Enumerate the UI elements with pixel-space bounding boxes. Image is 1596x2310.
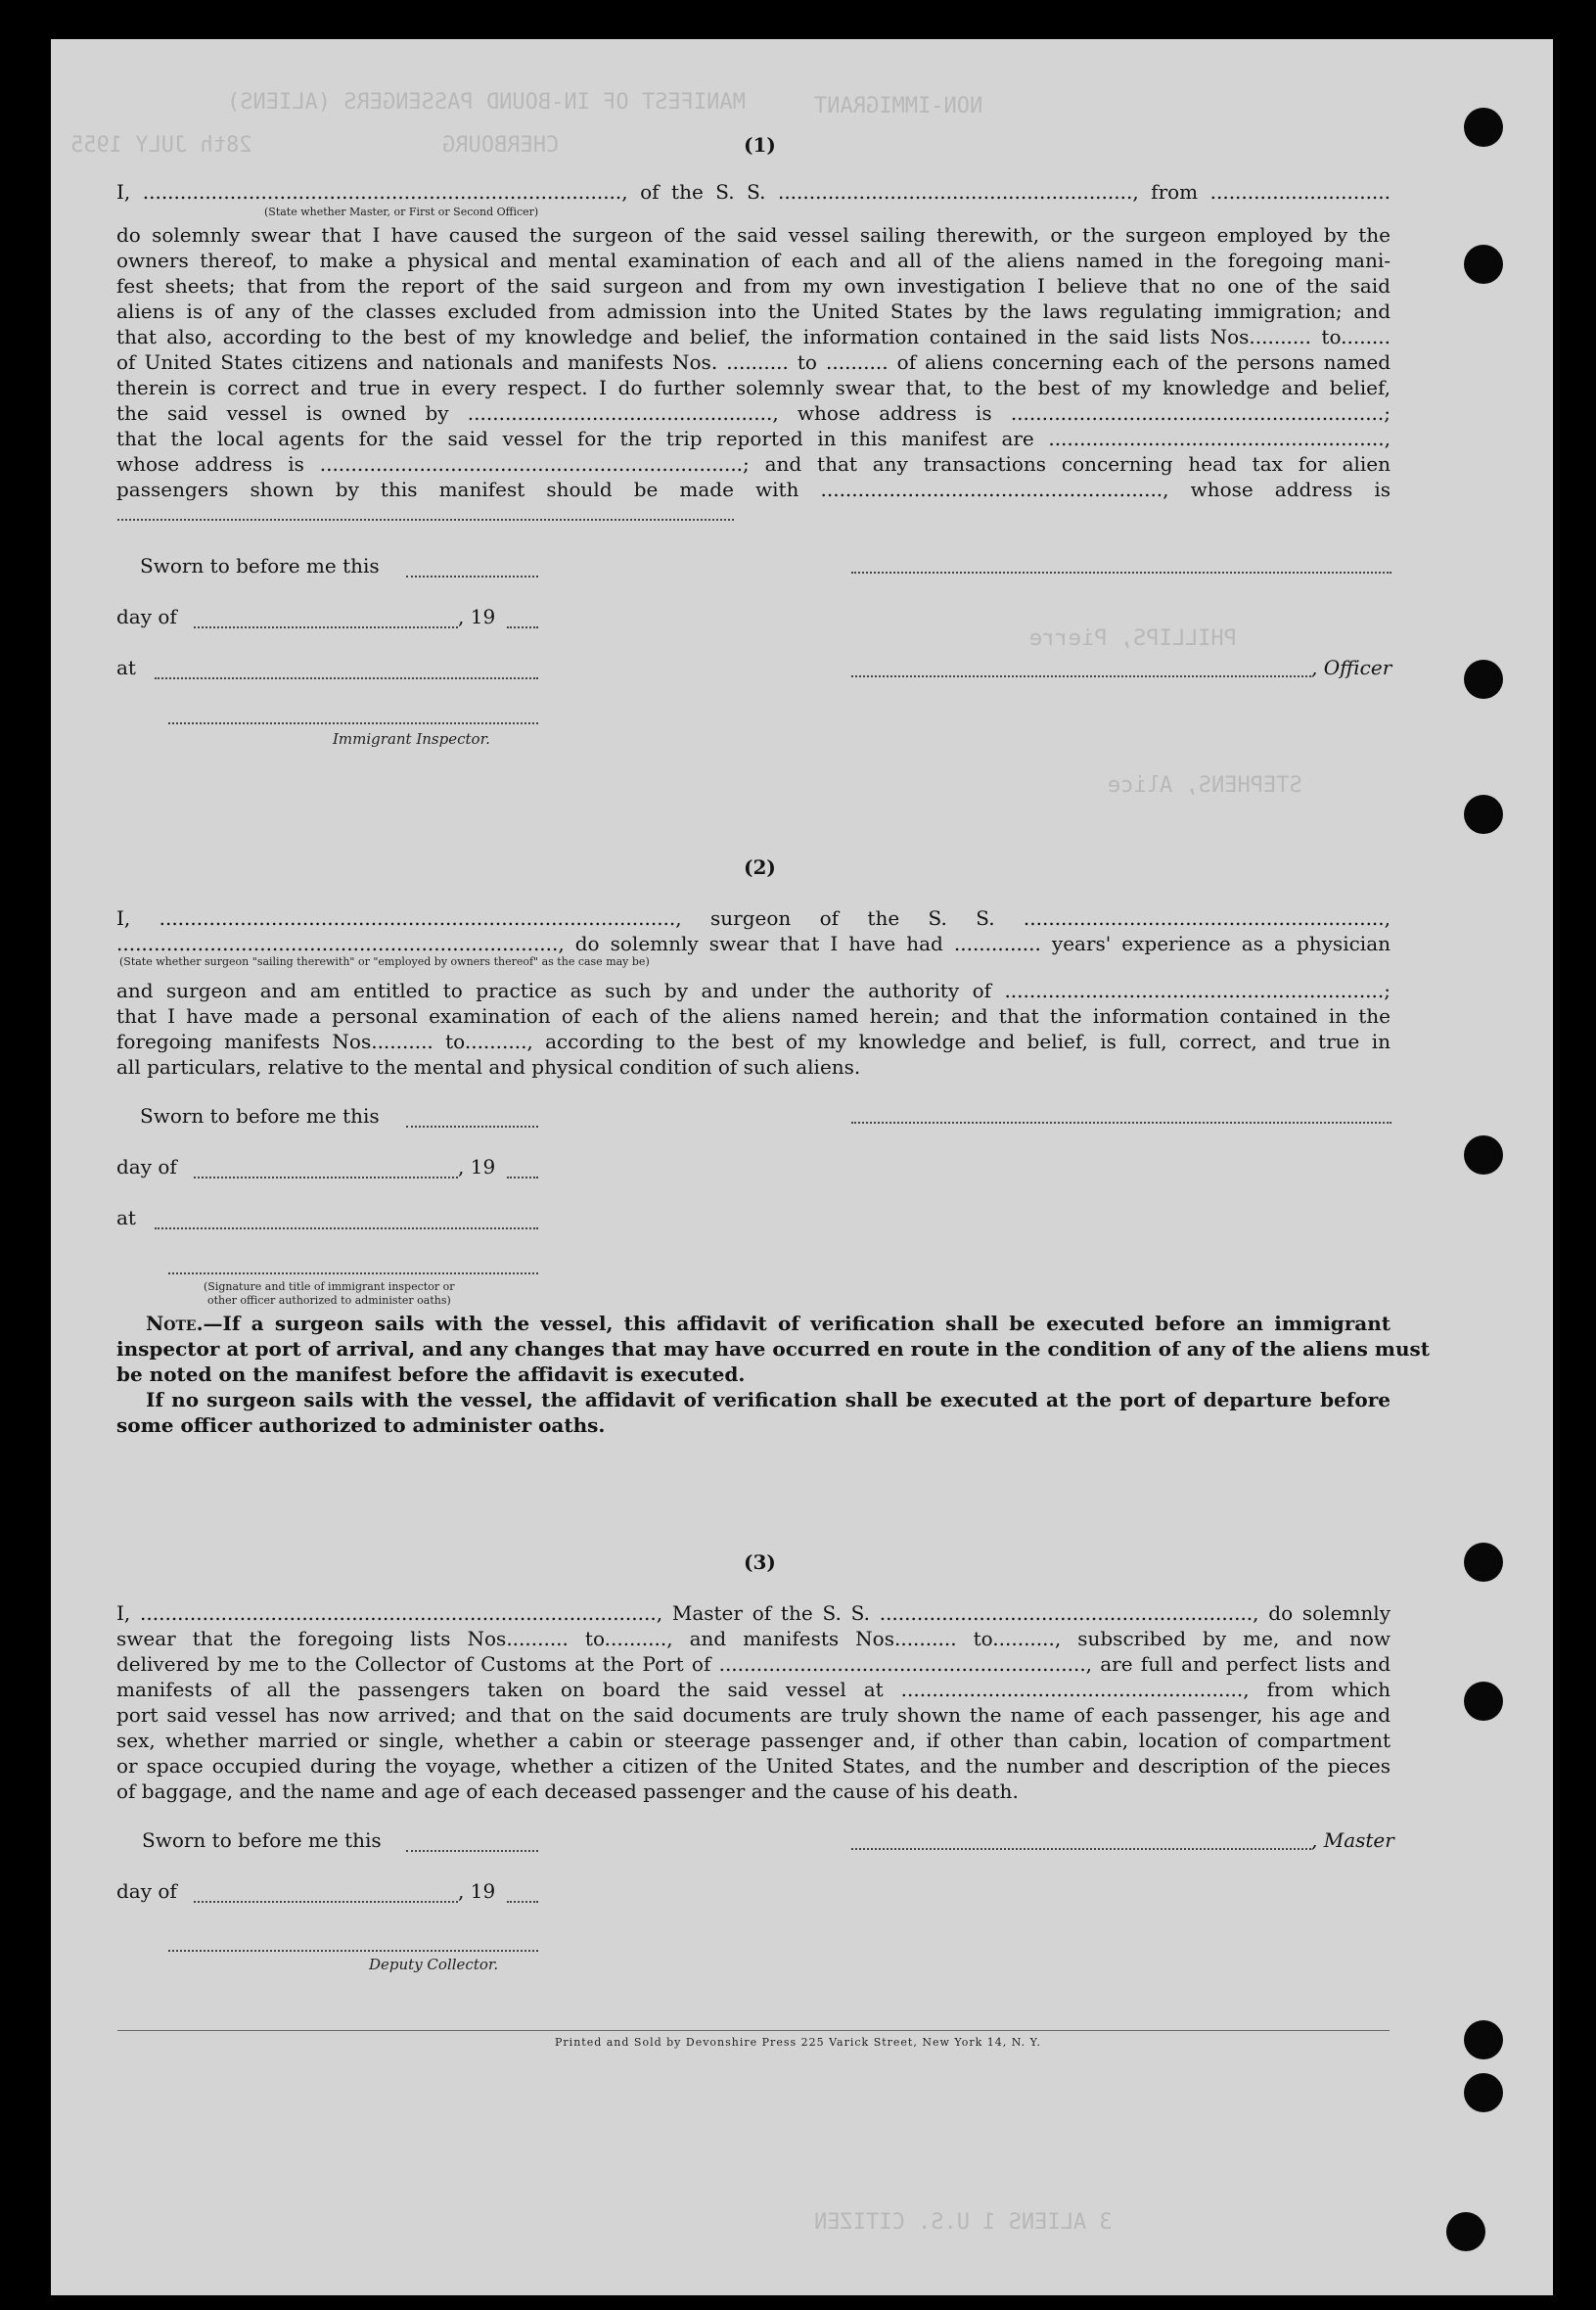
day-blank xyxy=(194,626,458,628)
at-blank xyxy=(155,1227,538,1229)
section-1-line: do solemnly swear that I have caused the surgeon of the said vessel sailing therewith, or the surgeon employed by the xyxy=(116,223,1391,247)
section-3-line: sex, whether married or single, whether a cabin or steerage passenger and, if other than cabin, location of compartment xyxy=(116,1729,1391,1752)
sworn-blank xyxy=(406,1126,538,1128)
note-line: If no surgeon sails with the vessel, the affidavit of verification shall be executed at the port of departure before xyxy=(146,1388,1391,1411)
binder-hole xyxy=(1464,2073,1503,2112)
section-1-line: fest sheets; that from the report of the said surgeon and from my own investigation I believe that no one of the said xyxy=(116,274,1391,298)
section-3-line: swear that the foregoing lists Nos.......... to.........., and manifests Nos.......... to.........., subscribed by me, and now xyxy=(116,1627,1391,1650)
binder-hole xyxy=(1446,2212,1485,2251)
master-label: , Master xyxy=(1311,1828,1394,1852)
binder-hole xyxy=(1464,795,1503,834)
footer-rule xyxy=(117,2030,1390,2031)
bleed-through-text: PHILLIPS, Pierre xyxy=(1029,626,1237,651)
officer-line xyxy=(851,675,1311,677)
binder-hole xyxy=(1464,108,1503,147)
section-2-line: and surgeon and am entitled to practice as such by and under the authority of .............................................................; xyxy=(116,979,1391,1002)
section-3-number: (3) xyxy=(744,1550,776,1574)
section-3-line: or space occupied during the voyage, whether a citizen of the United States, and the number and description of the pieces xyxy=(116,1754,1391,1778)
section-3-line: manifests of all the passengers taken on board the said vessel at ......................................................., from which xyxy=(116,1678,1391,1701)
section-1-line: I, ............................................................................., of the S. S. ........................................................., from ............................. xyxy=(116,180,1391,204)
section-2-line: ......................................................................., do solemnly swear that I have had .............. years' experience as a physician xyxy=(116,932,1391,955)
section-2-caption: (State whether surgeon "sailing therewith" or "employed by owners thereof" as the case may be) xyxy=(119,955,650,968)
note-line: inspector at port of arrival, and any changes that may have occurred en route in the condition of any of the aliens must xyxy=(116,1337,1431,1361)
sworn-label: Sworn to before me this xyxy=(142,1828,382,1852)
section-3-line: delivered by me to the Collector of Customs at the Port of ..........................................................., are full and perfect lists and xyxy=(116,1652,1391,1676)
year-blank xyxy=(507,1177,538,1178)
surgeon-signature-line xyxy=(851,1122,1391,1124)
note-line xyxy=(116,1312,1391,1336)
day-blank xyxy=(194,1177,458,1178)
section-1-line: of United States citizens and nationals and manifests Nos. .......... to .......... of aliens concerning each of the persons named xyxy=(116,350,1391,374)
sworn-blank xyxy=(406,576,538,578)
officer-signature-line xyxy=(851,572,1391,574)
officer-label: , Officer xyxy=(1311,656,1392,679)
at-label: at xyxy=(116,656,136,679)
year-blank xyxy=(507,626,538,628)
at-label: at xyxy=(116,1206,136,1229)
section-3-line: I, ..................................................................................., Master of the S. S. ............................................................, do solemnly xyxy=(116,1601,1391,1625)
binder-hole xyxy=(1464,245,1503,284)
binder-hole xyxy=(1464,1135,1503,1175)
collector-signature-line xyxy=(168,1950,538,1952)
binder-hole xyxy=(1464,660,1503,699)
at-blank xyxy=(155,677,538,679)
binder-hole xyxy=(1464,1682,1503,1721)
note-line: some officer authorized to administer oaths. xyxy=(116,1413,606,1437)
deputy-collector-label: Deputy Collector. xyxy=(369,1956,499,1973)
signature-caption: other officer authorized to administer oaths) xyxy=(207,1294,451,1307)
master-signature-line xyxy=(851,1848,1311,1850)
bleed-through-text: 3 ALIENS 1 U.S. CITIZEN xyxy=(814,2210,1113,2235)
section-1-number: (1) xyxy=(744,133,776,157)
day-of-label: day of xyxy=(116,1879,177,1903)
section-1-line: whose address is ....................................................................; and that any transactions concerning head tax for alien xyxy=(116,452,1391,476)
bleed-through-text: STEPHENS, Alice xyxy=(1108,773,1302,798)
day-blank xyxy=(194,1901,458,1903)
section-1-line: that the local agents for the said vessel for the trip reported in this manifest are ......................................................, xyxy=(116,427,1391,450)
note-text: —If a surgeon sails with the vessel, this affidavit of verification shall be executed before an immigrant xyxy=(203,1312,1391,1335)
section-2-line: all particulars, relative to the mental and physical condition of such aliens. xyxy=(116,1055,861,1079)
section-3-line: port said vessel has now arrived; and that on the said documents are truly shown the name of each passenger, his age and xyxy=(116,1703,1391,1727)
section-2-number: (2) xyxy=(744,855,776,879)
bleed-through-text: NON-IMMIGRANT xyxy=(814,94,983,118)
inspector-signature-line xyxy=(168,722,538,724)
day-of-label: day of xyxy=(116,605,177,628)
section-1-line: the said vessel is owned by ................................................., whose address is ............................................................; xyxy=(116,401,1391,425)
section-1-line: that also, according to the best of my knowledge and belief, the information contained in the said lists Nos.......... to........ xyxy=(116,325,1391,348)
sworn-label: Sworn to before me this xyxy=(140,554,380,578)
binder-hole xyxy=(1464,1543,1503,1582)
section-1-line: therein is correct and true in every respect. I do further solemnly swear that, to the best of my knowledge and belief, xyxy=(116,376,1391,399)
section-2-line: that I have made a personal examination of each of the aliens named herein; and that the information contained in the xyxy=(116,1004,1391,1028)
bleed-through-text: MANIFEST OF IN-BOUND PASSENGERS (ALIENS) xyxy=(227,90,746,115)
immigrant-inspector-label: Immigrant Inspector. xyxy=(333,730,490,748)
section-2-line: I, ..................................................................................., surgeon of the S. S. .........................................................., xyxy=(116,906,1391,930)
year-label: , 19 xyxy=(458,605,496,628)
year-blank xyxy=(507,1901,538,1903)
signature-caption: (Signature and title of immigrant inspector or xyxy=(204,1280,455,1293)
section-3-line: of baggage, and the name and age of each deceased passenger and the cause of his death. xyxy=(116,1779,1019,1803)
section-1-line: aliens is of any of the classes excluded from admission into the United States by the laws regulating immigration; and xyxy=(116,300,1391,323)
inspector-signature-line xyxy=(168,1272,538,1274)
printer-imprint: Printed and Sold by Devonshire Press 225 Varick Street, New York 14, N. Y. xyxy=(555,2036,1041,2049)
note-line: be noted on the manifest before the affidavit is executed. xyxy=(116,1363,746,1386)
year-label: , 19 xyxy=(458,1879,496,1903)
sworn-label: Sworn to before me this xyxy=(140,1104,380,1128)
bleed-through-text: 28th JULY 1955 xyxy=(70,133,252,158)
section-1-line: owners thereof, to make a physical and mental examination of each and all of the aliens named in the foregoing mani- xyxy=(116,249,1391,272)
section-1-line: passengers shown by this manifest should be made with ......................................................., whose address is xyxy=(116,478,1391,501)
sworn-blank xyxy=(406,1850,538,1852)
bleed-through-text: CHERBOURG xyxy=(442,133,560,158)
note-label: Note. xyxy=(146,1312,204,1335)
section-2-line: foregoing manifests Nos.......... to.........., according to the best of my knowledge and belief, is full, correct, and true in xyxy=(116,1030,1391,1053)
year-label: , 19 xyxy=(458,1155,496,1178)
blank-line xyxy=(117,519,734,521)
day-of-label: day of xyxy=(116,1155,177,1178)
section-1-caption: (State whether Master, or First or Second Officer) xyxy=(264,206,539,218)
